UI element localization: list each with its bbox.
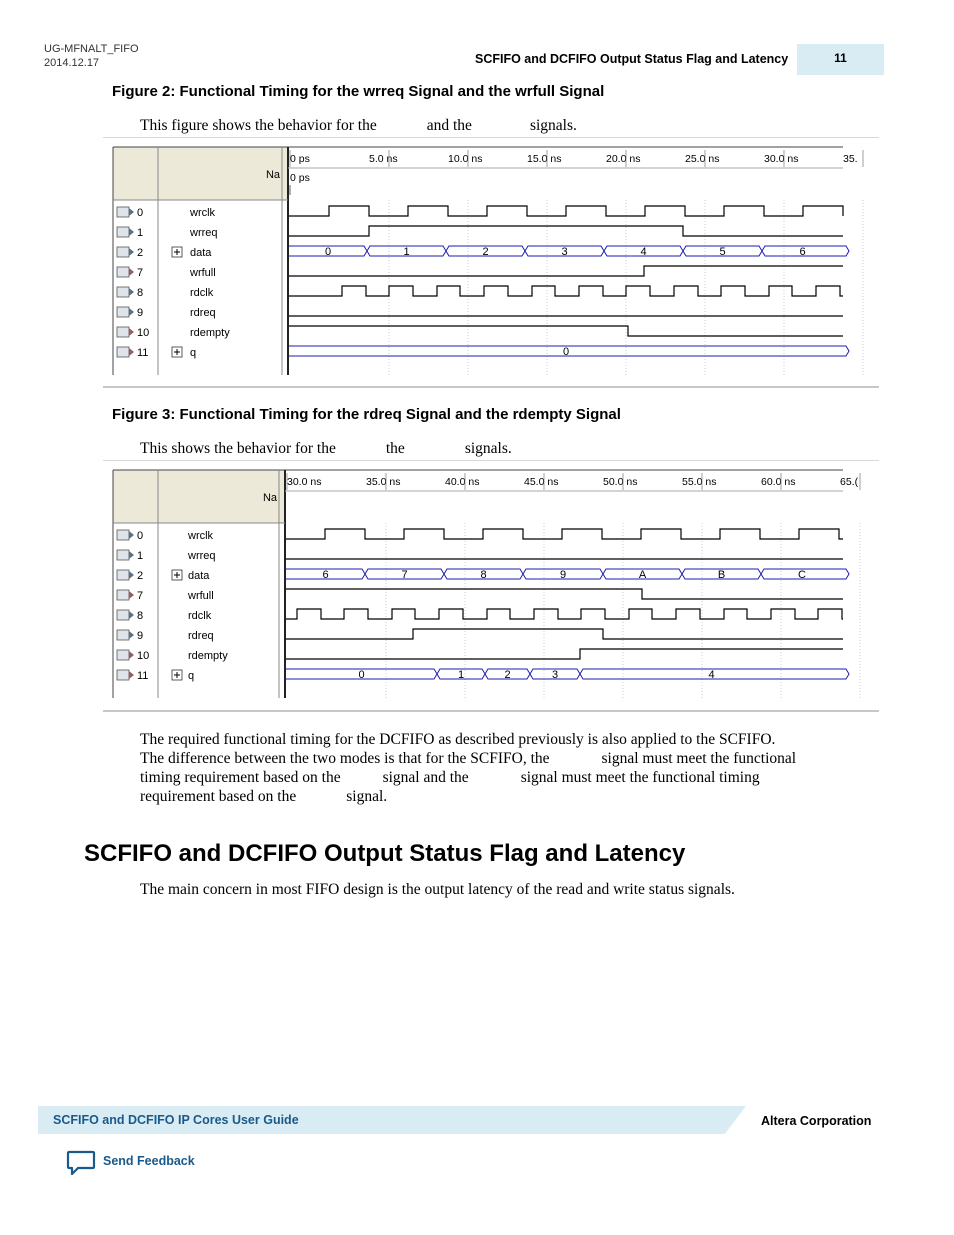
signal-name: wrfull <box>190 267 216 279</box>
doc-date: 2014.12.17 <box>44 57 100 69</box>
paragraph-segment: timing requirement based on the <box>140 769 341 786</box>
pin-icon <box>117 347 129 357</box>
signal-index: 1 <box>137 550 144 562</box>
time-tick-label: 65.( <box>840 476 859 488</box>
time-tick-label: 55.0 ns <box>682 476 717 488</box>
signal-name: rdclk <box>188 610 212 622</box>
time-tick-label: 50.0 ns <box>603 476 638 488</box>
signal-index: 10 <box>137 650 150 662</box>
pin-icon <box>117 550 129 560</box>
time-tick-label: 25.0 ns <box>685 153 720 165</box>
time-tick-label: 5.0 ns <box>369 153 398 165</box>
figure3-bottom-rule <box>103 710 879 712</box>
pin-icon <box>117 327 129 337</box>
figure2-top-rule <box>103 137 879 138</box>
signal-index: 2 <box>137 247 144 259</box>
signal-index: 7 <box>137 590 144 602</box>
time-tick-label: 20.0 ns <box>606 153 641 165</box>
figure3-desc-part: This shows the behavior for the <box>140 440 336 457</box>
bus-value: C <box>798 569 806 581</box>
pin-icon <box>117 287 129 297</box>
signal-index: 8 <box>137 287 144 299</box>
figure2-bottom-rule <box>103 386 879 388</box>
paragraph-line: The required functional timing for the DCFIFO as described previously is also applied to the SCFIFO. <box>140 731 776 748</box>
figure2-desc-part: and the <box>426 117 472 134</box>
pin-icon <box>117 307 129 317</box>
running-header-title: SCFIFO and DCFIFO Output Status Flag and Latency <box>475 52 789 66</box>
pin-icon <box>117 650 129 660</box>
signal-index: 2 <box>137 570 144 582</box>
signal-name: rdclk <box>190 287 214 299</box>
time-tick-label: 45.0 ns <box>524 476 559 488</box>
name-header: Na <box>262 492 277 504</box>
signal-name: wrclk <box>190 207 216 219</box>
bus-value: 0 <box>562 346 570 358</box>
speech-bubble-icon <box>66 1150 96 1177</box>
bus-value: 4 <box>708 669 715 681</box>
signal-name: wrfull <box>188 590 214 602</box>
paragraph-segment: requirement based on the <box>140 788 297 805</box>
bus-value: A <box>638 569 647 581</box>
signal-index: 9 <box>137 307 144 319</box>
signal-name: rdreq <box>190 307 216 319</box>
time-tick-label: 30.0 ns <box>764 153 799 165</box>
time-tick-label: 35. <box>843 153 858 165</box>
paragraph-segment: signal. <box>346 788 388 805</box>
section-text: The main concern in most FIFO design is the output latency of the read and write status signals. <box>140 881 735 898</box>
bus-value: 7 <box>401 569 408 581</box>
figure3-desc-part: signals. <box>464 440 512 457</box>
time-tick-label: 0 ps <box>290 153 310 165</box>
bus-value: 2 <box>482 246 489 258</box>
signal-index: 8 <box>137 610 144 622</box>
paragraph-segment: signal must meet the functional <box>601 750 797 767</box>
signal-name: wrreq <box>190 227 218 239</box>
bus-value: 3 <box>551 669 559 681</box>
signal-index: 10 <box>137 327 150 339</box>
time-tick-label: 30.0 ns <box>287 476 322 488</box>
signal-name: rdempty <box>188 650 228 662</box>
footer-guide-title: SCFIFO and DCFIFO IP Cores User Guide <box>53 1113 299 1127</box>
figure2-title: Figure 2: Functional Timing for the wrreq Signal and the wrfull Signal <box>112 83 605 100</box>
bus-value: 3 <box>561 246 568 258</box>
signal-index: 11 <box>137 347 149 359</box>
signal-index: 9 <box>137 630 144 642</box>
figure3-top-rule <box>103 460 879 461</box>
paragraph-segment: signal and the <box>382 769 469 786</box>
signal-index: 7 <box>137 267 144 279</box>
bus-value: 6 <box>799 246 806 258</box>
doc-id: UG-MFNALT_FIFO <box>44 43 139 55</box>
figure3-waveform <box>113 470 859 698</box>
pin-icon <box>117 570 129 580</box>
bus-value: B <box>717 569 726 581</box>
paragraph-segment: The difference between the two modes is that for the SCFIFO, the <box>140 750 550 767</box>
bus-value: 4 <box>640 246 647 258</box>
send-feedback-link[interactable]: Send Feedback <box>103 1154 195 1168</box>
body-paragraph <box>140 730 880 806</box>
signal-name: rdempty <box>190 327 230 339</box>
signal-name: rdreq <box>188 630 214 642</box>
time-tick-label: 15.0 ns <box>527 153 562 165</box>
pin-icon <box>117 530 129 540</box>
signal-name: data <box>188 570 210 582</box>
name-header-bg <box>113 147 288 200</box>
pin-icon <box>117 630 129 640</box>
bus-value: 1 <box>403 246 410 258</box>
signal-index: 0 <box>137 207 144 219</box>
figure2-desc-part: signals. <box>529 117 577 134</box>
bus-value: 2 <box>504 669 511 681</box>
signal-index: 11 <box>137 670 149 682</box>
time-tick-label: 10.0 ns <box>448 153 483 165</box>
doc-id-block <box>44 42 139 70</box>
bus-value: 0 <box>324 246 332 258</box>
bus-value: 6 <box>322 569 329 581</box>
name-header: Na <box>265 169 280 181</box>
section-heading: SCFIFO and DCFIFO Output Status Flag and Latency <box>84 840 686 867</box>
figure2-desc-part: This figure shows the behavior for the <box>140 117 377 134</box>
name-header-bg <box>113 470 285 523</box>
pin-icon <box>117 207 129 217</box>
pin-icon <box>117 610 129 620</box>
signal-name: data <box>190 247 212 259</box>
signal-index: 1 <box>137 227 144 239</box>
figure3-desc-part: the <box>385 440 405 457</box>
bus-value: 9 <box>559 569 567 581</box>
pin-icon <box>117 247 129 257</box>
signal-name: wrclk <box>188 530 214 542</box>
paragraph-line <box>140 768 880 787</box>
bus-value: 0 <box>358 669 365 681</box>
time-tick-label: 40.0 ns <box>445 476 480 488</box>
figure3-title: Figure 3: Functional Timing for the rdreq Signal and the rdempty Signal <box>112 406 621 423</box>
bus-value: 8 <box>480 569 487 581</box>
pin-icon <box>117 670 129 680</box>
page-number: 11 <box>797 44 884 75</box>
bus-value: 5 <box>719 246 726 258</box>
signal-index: 0 <box>137 530 144 542</box>
figure3-description <box>140 440 512 458</box>
signal-name: wrreq <box>188 550 216 562</box>
paragraph-line <box>140 787 880 806</box>
footer-company: Altera Corporation <box>761 1114 872 1128</box>
pin-icon <box>117 227 129 237</box>
paragraph-line <box>140 749 880 768</box>
figure2-waveform <box>113 147 858 375</box>
time-tick-label: 35.0 ns <box>366 476 401 488</box>
signal-name: q <box>188 670 195 682</box>
figure2-description <box>140 117 577 135</box>
signal-name: q <box>190 347 197 359</box>
bus-value: 1 <box>457 669 465 681</box>
time-tick-label: 60.0 ns <box>761 476 796 488</box>
pin-icon <box>117 590 129 600</box>
cursor-time-label: 0 ps <box>290 172 310 184</box>
pin-icon <box>117 267 129 277</box>
paragraph-segment: signal must meet the functional timing <box>520 769 760 786</box>
